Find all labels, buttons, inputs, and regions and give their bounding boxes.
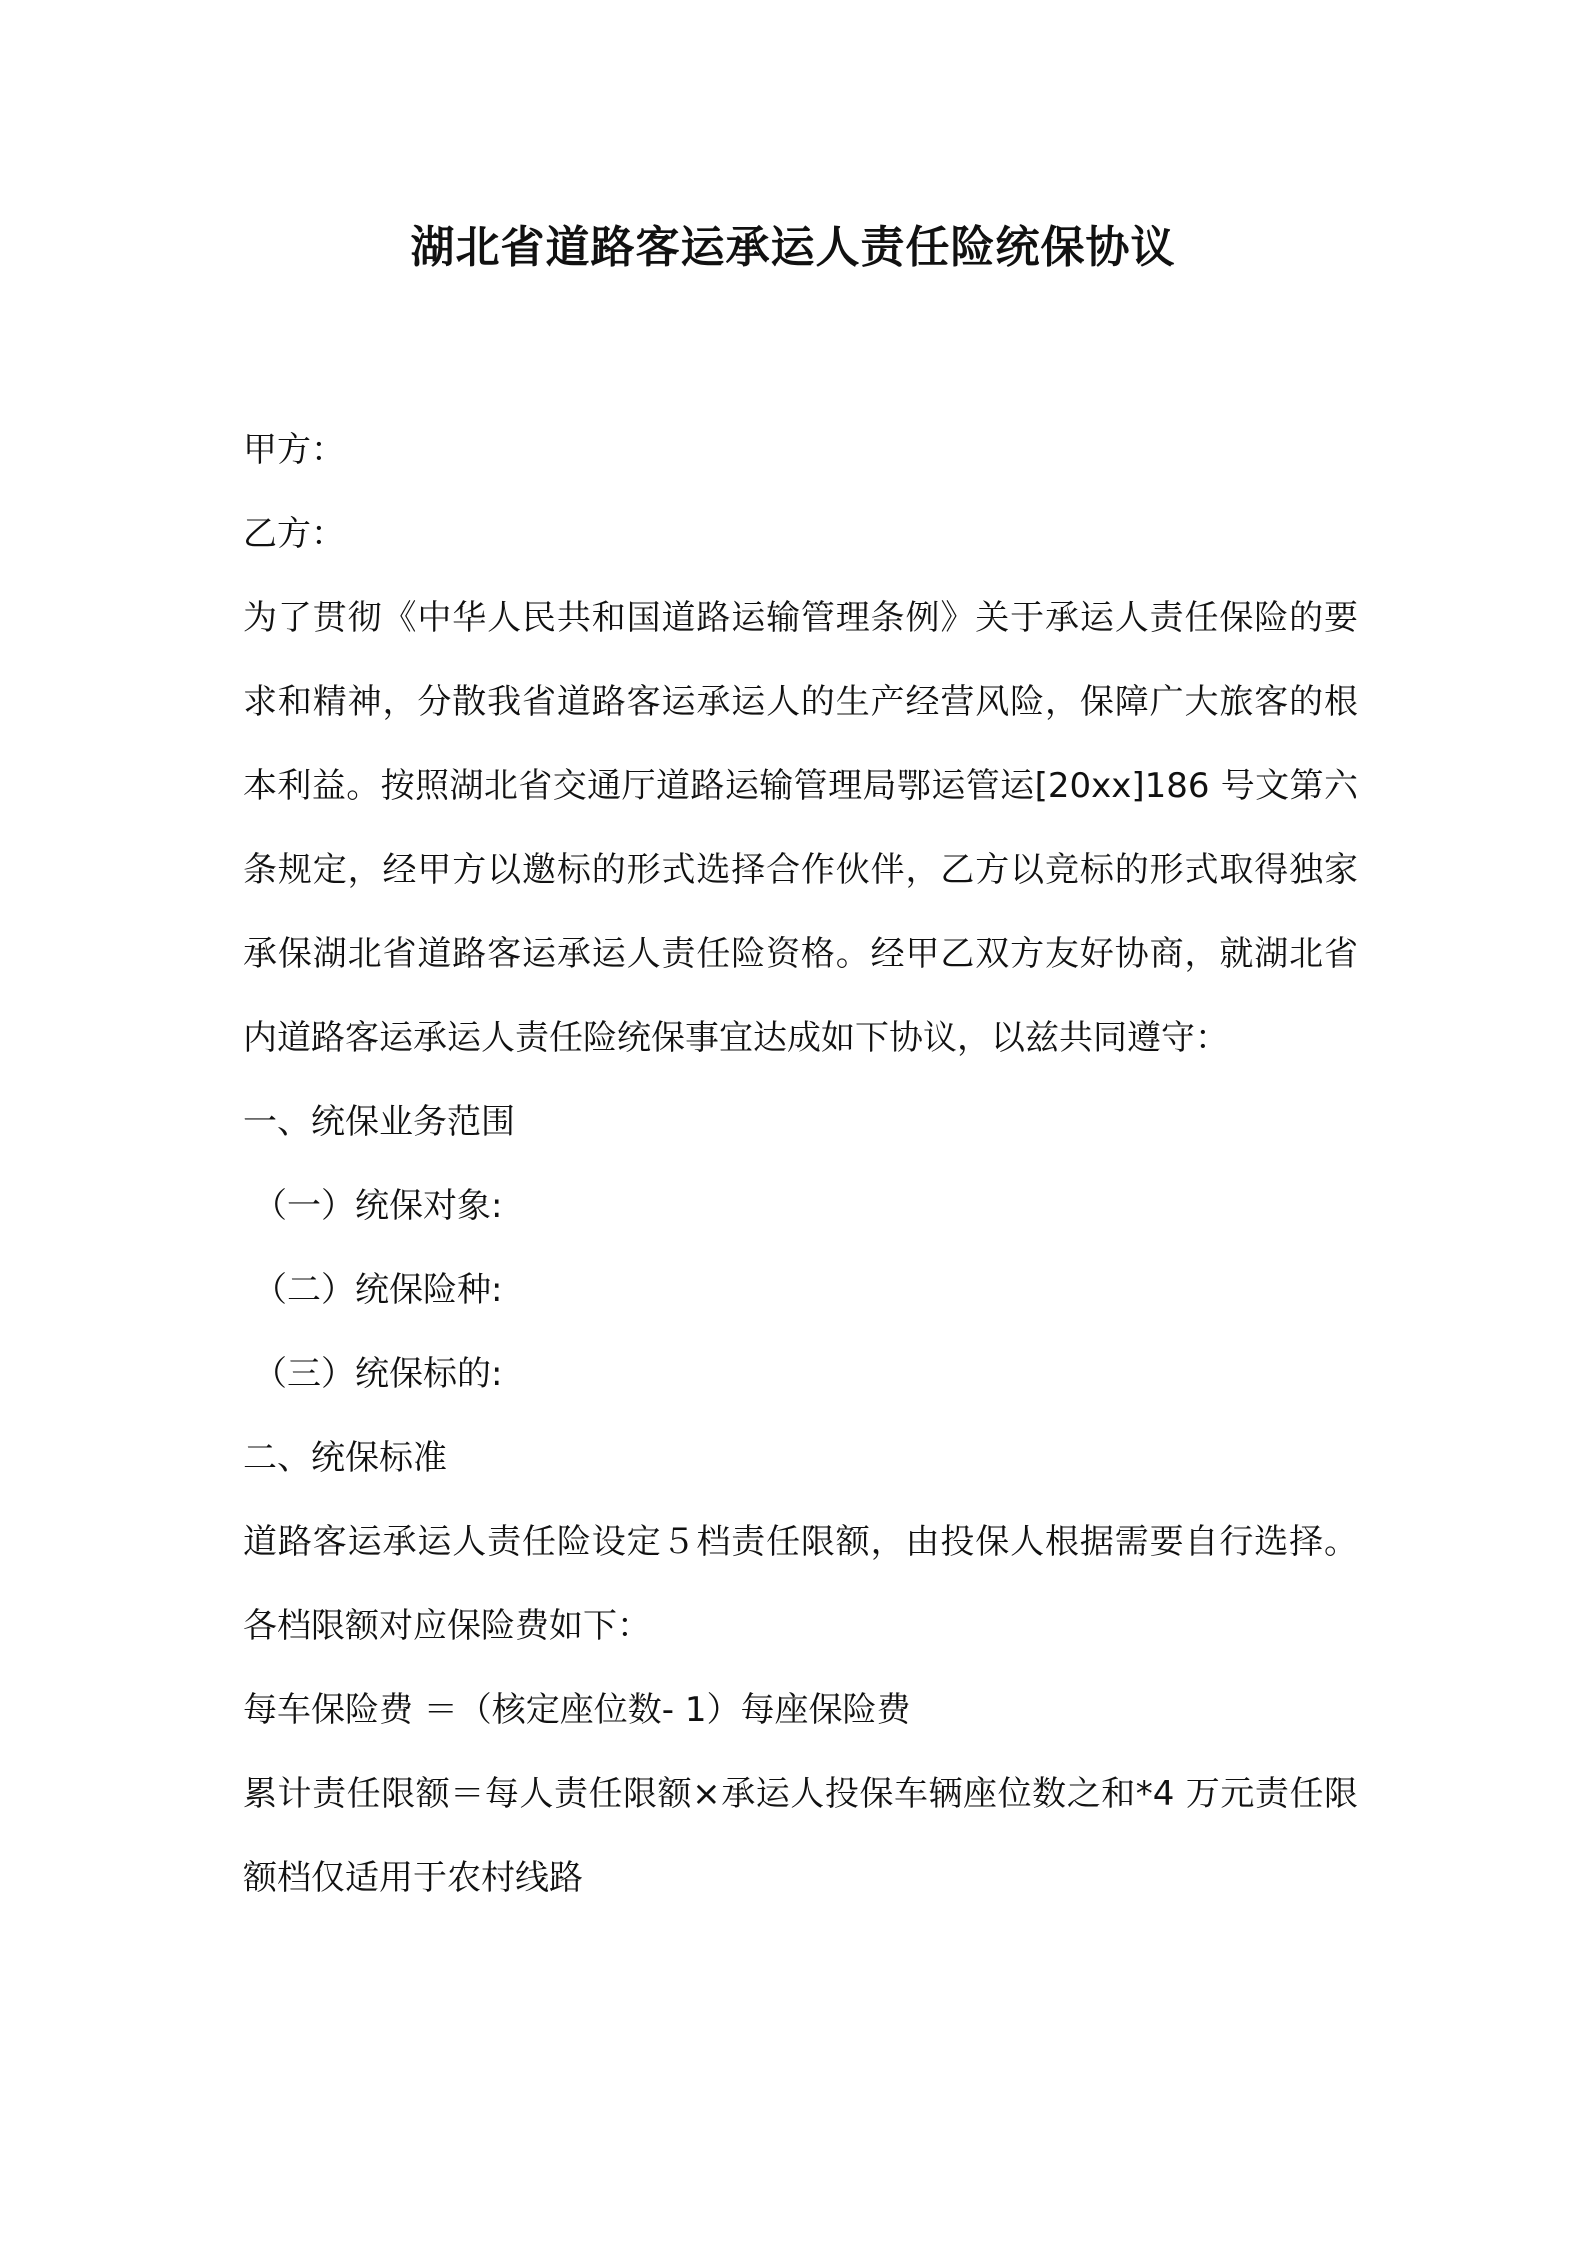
section-1-item-insurance-type: （二）统保险种: [253,1270,503,1310]
party-a-label: 甲方： [243,430,345,470]
document-title: 湖北省道路客运承运人责任险统保协议 [410,222,1176,273]
section-2-paragraph: 道路客运承运人责任险设定５档责任限额，由投保人根据需要自行选择。各档限额对应保险费如下： [243,1522,1358,1646]
liability-limit-paragraph: 累计责任限额＝每人责任限额×承运人投保车辆座位数之和*4 万元责任限额档仅适用于农村线路 [243,1774,1358,1898]
section-2-heading: 二、统保标准 [243,1438,447,1478]
document-body [243,408,1358,1920]
section-1-item-insured-subject: （三）统保标的: [253,1354,503,1394]
intro-paragraph: 为了贯彻《中华人民共和国道路运输管理条例》关于承运人责任保险的要求和精神，分散我省道路客运承运人的生产经营风险，保障广大旅客的根本利益。按照湖北省交通厅道路运输管理局鄂运管运[20xx]186 号文第六条规定，经甲方以邀标的形式选择合作伙伴，乙方以竞标的形式取得独家承保湖北省道路客运承运人责任险资格。经甲乙双方友好协商，就湖北省内道路客运承运人责任险统保事宜达成如下协议，以兹共同遵守： [243,598,1358,1058]
section-1-heading: 一、统保业务范围 [243,1102,515,1142]
section-1-item-scope-object: （一）统保对象: [253,1186,503,1226]
party-b-label: 乙方： [243,514,345,554]
premium-formula: 每车保险费 ＝（核定座位数- 1）每座保险费 [243,1690,911,1730]
